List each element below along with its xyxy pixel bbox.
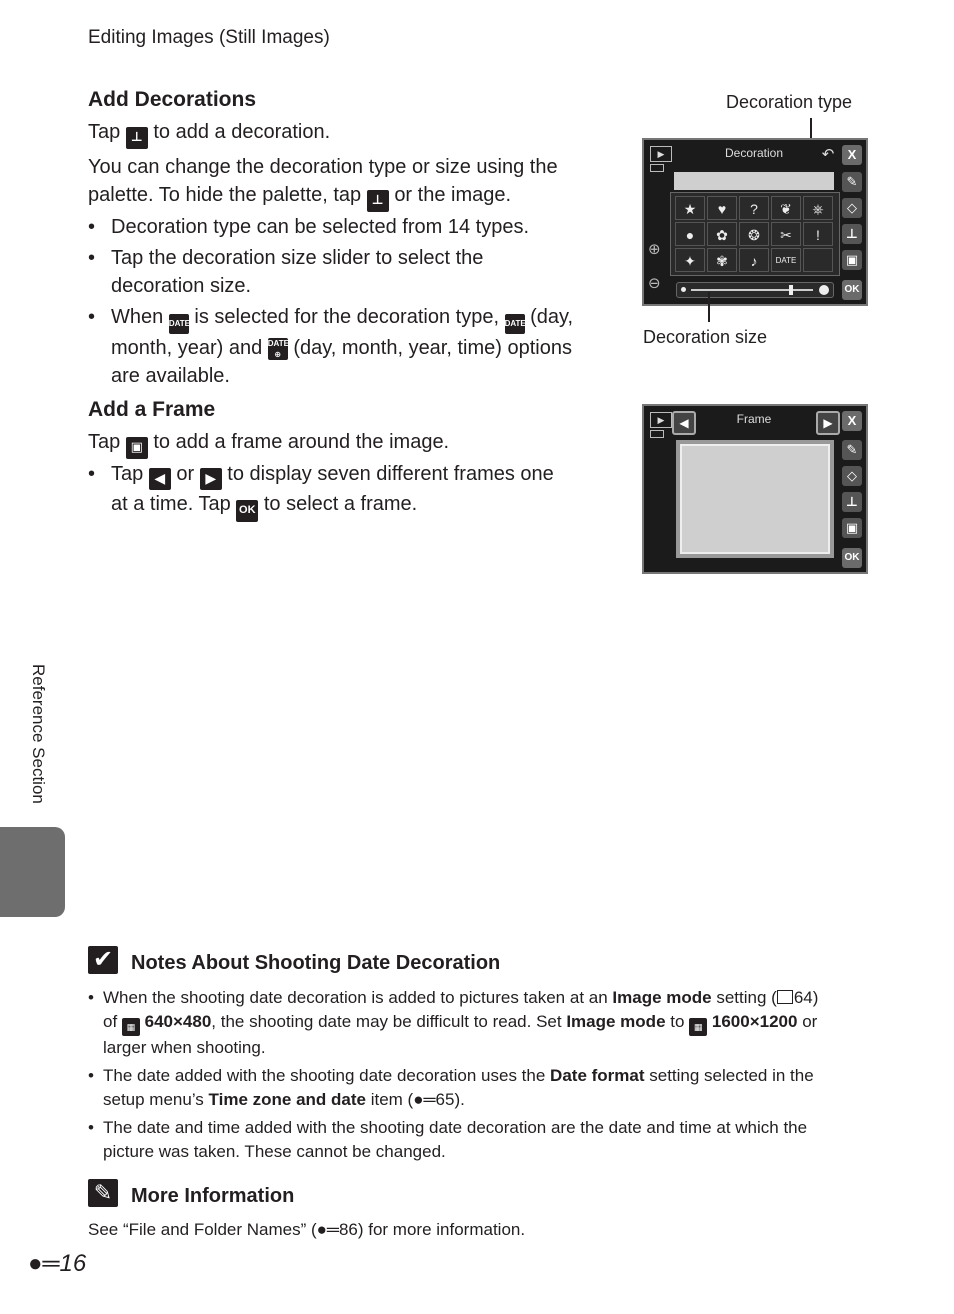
palette-cell[interactable]: !: [803, 222, 833, 246]
reference-icon: ●═: [413, 1090, 436, 1109]
text: or: [797, 1012, 818, 1031]
bullet-dot: •: [88, 988, 94, 1007]
text: setting (: [711, 988, 777, 1007]
date-time-icon: DATE ⊕: [267, 339, 289, 359]
text: month, year) and: [111, 337, 263, 359]
vga-size-icon: ▦: [122, 1018, 140, 1036]
frame-intro: [88, 428, 449, 459]
playback-icon: ▶: [650, 412, 672, 428]
text: Tap: [88, 431, 121, 453]
text: to: [665, 1012, 690, 1031]
text: When the shooting date decoration is added to pictures taken at an: [103, 988, 613, 1007]
pencil-note-icon: ✎: [88, 1179, 118, 1207]
bullet-item: [88, 213, 618, 241]
text: Tap: [111, 463, 144, 485]
page-number: [28, 1250, 86, 1278]
date-icon: DATE: [169, 314, 189, 334]
sidebar-section-label: Reference Section: [29, 664, 48, 804]
bullet-dot: •: [88, 1066, 94, 1085]
text: to add a decoration.: [153, 121, 331, 143]
text: of: [103, 1012, 122, 1031]
decorations-intro: [88, 118, 330, 149]
stamp-icon[interactable]: ⊥: [842, 492, 862, 512]
decorations-para-a: You can change the decoration type or size using the: [88, 156, 558, 178]
checkmark-icon: ✔: [88, 946, 118, 974]
reference-icon: ●═: [316, 1220, 339, 1239]
palette-cell[interactable]: DATE: [771, 248, 801, 272]
text: or: [176, 463, 195, 485]
battery-icon: [650, 430, 664, 438]
text: larger when shooting.: [103, 1038, 266, 1057]
frame-bullets: [88, 460, 618, 522]
text: picture was taken. These cannot be changed.: [103, 1142, 446, 1161]
text: are available.: [111, 365, 230, 387]
text: palette. To hide the palette, tap: [88, 184, 362, 206]
right-arrow-icon: ▶: [200, 468, 222, 490]
battery-icon: [650, 164, 664, 172]
eraser-icon[interactable]: ◇: [842, 198, 862, 218]
text: 86) for more information.: [338, 1220, 526, 1239]
bullet-dot: •: [88, 247, 96, 269]
text: Decoration type can be selected from 14 types.: [111, 216, 530, 238]
label-decoration-type: Decoration type: [726, 92, 853, 112]
text: (day, month, year, time) options: [293, 337, 572, 359]
small-dot-icon: [681, 287, 686, 292]
palette-cell[interactable]: ✾: [707, 248, 737, 272]
text: Tap: [88, 121, 121, 143]
text: The date added with the shooting date decoration uses the: [103, 1066, 551, 1085]
size-slider[interactable]: [676, 282, 834, 298]
more-info-text: [88, 1218, 525, 1242]
frame-icon[interactable]: ▣: [842, 250, 862, 270]
text: item (: [365, 1090, 414, 1109]
text: or the image.: [394, 184, 512, 206]
text: to select a frame.: [263, 493, 418, 515]
page-header: Editing Images (Still Images): [88, 27, 330, 48]
text: 16: [59, 1250, 87, 1277]
ok-icon: OK: [236, 500, 258, 522]
text-line: [111, 334, 618, 362]
more-info-title: More Information: [131, 1185, 295, 1207]
frame-screen: [642, 404, 868, 574]
text: setting selected in the: [644, 1066, 814, 1085]
bullet-dot: •: [88, 463, 96, 485]
bullet-item: [88, 460, 618, 522]
palette-cell[interactable]: ✿: [707, 222, 737, 246]
callout-line: [708, 292, 710, 322]
palette-cell[interactable]: ⎈: [803, 196, 833, 220]
palette-cell[interactable]: ●: [675, 222, 705, 246]
text: 64): [793, 988, 819, 1007]
palette-cell[interactable]: [803, 248, 833, 272]
text-line: [103, 986, 878, 1010]
text-line: [111, 303, 618, 334]
frame-icon: ▣: [126, 437, 148, 459]
text-line: [111, 490, 618, 522]
section-tab: [0, 827, 65, 917]
decorations-para-b: [88, 181, 511, 212]
text: 65).: [435, 1090, 465, 1109]
text: at a time. Tap: [111, 493, 231, 515]
text-line: [103, 1088, 878, 1112]
note-item: [88, 1064, 878, 1112]
close-button[interactable]: X: [842, 145, 862, 165]
ok-button[interactable]: OK: [842, 548, 862, 568]
previous-frame-button[interactable]: ◀: [672, 411, 696, 435]
text-line: [111, 460, 618, 490]
date-icon: DATE: [505, 314, 525, 334]
slider-track: [691, 289, 813, 291]
reference-section-icon: ●═: [28, 1250, 60, 1277]
2m-size-icon: ▦: [689, 1018, 707, 1036]
large-dot-icon: [819, 285, 829, 295]
pencil-icon[interactable]: ✎: [842, 172, 862, 192]
text: to display seven different frames one: [227, 463, 554, 485]
book-icon: [777, 990, 793, 1004]
palette-cell[interactable]: ♪: [739, 248, 769, 272]
playback-icon: ▶: [650, 146, 672, 162]
note-item: [88, 1116, 878, 1164]
palette-cell[interactable]: ★: [675, 196, 705, 220]
text: Image mode: [566, 1012, 666, 1031]
text: to add a frame around the image.: [153, 431, 450, 453]
text: When: [111, 306, 164, 328]
stamp-icon: ⊥: [367, 190, 389, 212]
eraser-icon[interactable]: ◇: [842, 466, 862, 486]
palette-cell[interactable]: ❂: [739, 222, 769, 246]
pencil-icon[interactable]: ✎: [842, 440, 862, 460]
bullet-dot: •: [88, 1118, 94, 1137]
stamp-icon: ⊥: [126, 127, 148, 149]
label-decoration-size: Decoration size: [643, 327, 768, 347]
text: decoration size.: [111, 275, 252, 297]
bullet-item: [88, 303, 618, 390]
text-line: [103, 1064, 878, 1088]
text: The date and time added with the shooting date decoration are the date and time at which the: [103, 1118, 808, 1137]
zoom-in-icon[interactable]: ⊕: [648, 241, 661, 258]
text: 640×480: [144, 1012, 212, 1031]
stamp-icon[interactable]: ⊥: [842, 224, 862, 244]
ok-button[interactable]: OK: [842, 280, 862, 300]
note-item: [88, 986, 878, 1060]
bullet-item: [88, 244, 618, 300]
text: Time zone and date: [208, 1090, 366, 1109]
text: is selected for the decoration type,: [194, 306, 499, 328]
section-heading-frame: Add a Frame: [88, 398, 216, 421]
slider-handle[interactable]: [789, 285, 793, 295]
text: DATE: [267, 339, 289, 348]
palette-cell[interactable]: ?: [739, 196, 769, 220]
text: 1600×1200: [711, 1012, 798, 1031]
screen-title: Frame: [736, 412, 772, 426]
zoom-out-icon[interactable]: ⊖: [648, 275, 661, 292]
palette-cell[interactable]: ❦: [771, 196, 801, 220]
bullet-dot: •: [88, 306, 96, 328]
next-frame-button[interactable]: ▶: [816, 411, 840, 435]
frame-icon[interactable]: ▣: [842, 518, 862, 538]
palette-cell[interactable]: ✦: [675, 248, 705, 272]
notes-list: [88, 986, 878, 1164]
screen-title: Decoration: [724, 146, 784, 160]
text: (day,: [530, 306, 574, 328]
text: Image mode: [612, 988, 712, 1007]
text: , the shooting date may be difficult to read. Set: [211, 1012, 567, 1031]
close-button[interactable]: X: [842, 411, 862, 431]
notes-title: Notes About Shooting Date Decoration: [131, 952, 501, 974]
left-arrow-icon: ◀: [149, 468, 171, 490]
section-heading-decorations: Add Decorations: [88, 88, 257, 111]
decoration-screen: [642, 138, 868, 306]
palette-cell[interactable]: ♥: [707, 196, 737, 220]
framed-image-preview: [676, 440, 834, 558]
decorations-bullets: [88, 213, 618, 390]
palette-cell[interactable]: ✂: [771, 222, 801, 246]
undo-icon[interactable]: ↶: [821, 146, 835, 163]
image-preview: [674, 172, 834, 190]
text-line: [103, 1010, 878, 1036]
bullet-dot: •: [88, 216, 96, 238]
text: setup menu’s: [103, 1090, 209, 1109]
text: Tap the decoration size slider to select the: [111, 247, 484, 269]
decoration-palette: [670, 192, 840, 276]
text: See “File and Folder Names” (: [88, 1220, 317, 1239]
text: Date format: [550, 1066, 645, 1085]
